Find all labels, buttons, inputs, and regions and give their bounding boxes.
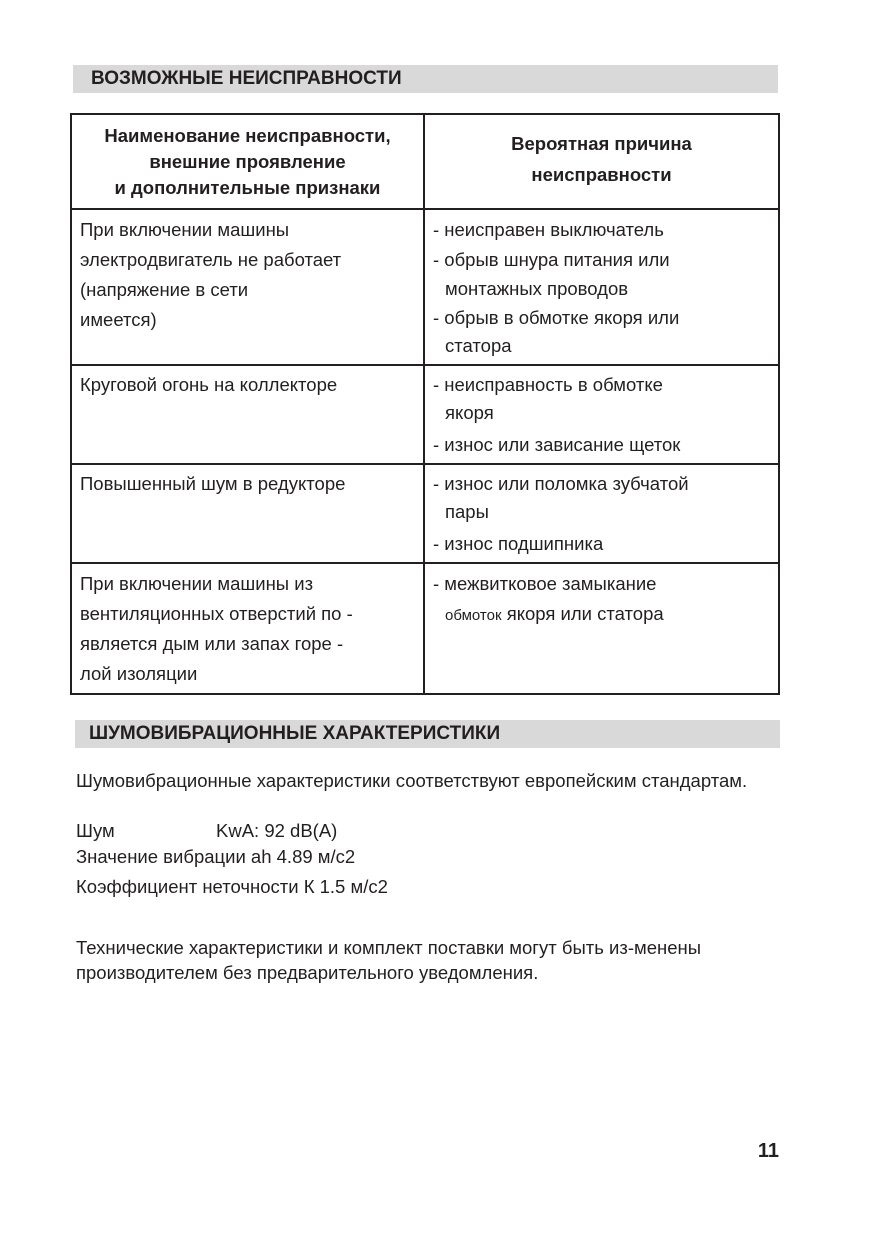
header-right-line: неисправности bbox=[531, 164, 672, 185]
noise-level bbox=[76, 818, 337, 843]
cause-line: - неисправен выключатель bbox=[433, 219, 664, 240]
symptom-line: При включении машины из bbox=[80, 573, 314, 594]
noise-value: KwA: 92 dB(A) bbox=[216, 820, 338, 841]
cause-line: пары bbox=[445, 501, 489, 522]
symptom-line: Круговой огонь на коллекторе bbox=[80, 374, 338, 395]
cause-line: - неисправность в обмотке bbox=[433, 374, 663, 395]
section-title-noise: ШУМОВИБРАЦИОННЫЕ ХАРАКТЕРИСТИКИ bbox=[75, 720, 780, 748]
symptom-line: При включении машины bbox=[80, 219, 290, 240]
symptom-line: лой изоляции bbox=[80, 663, 198, 684]
table-row bbox=[71, 464, 779, 563]
symptom-cell bbox=[71, 563, 424, 694]
symptom-line: Повышенный шум в редукторе bbox=[80, 473, 346, 494]
noise-intro: Шумовибрационные характеристики соответствуют европейским стандартам. bbox=[76, 770, 748, 791]
header-probable-cause bbox=[424, 114, 779, 209]
table-header-row bbox=[71, 114, 779, 209]
cause-line: монтажных проводов bbox=[445, 278, 629, 299]
table-row bbox=[71, 209, 779, 365]
header-fault-name bbox=[71, 114, 424, 209]
cause-cell bbox=[424, 209, 779, 365]
symptom-line: электродвигатель не работает bbox=[80, 249, 342, 270]
cause-line: - обрыв в обмотке якоря или bbox=[433, 307, 680, 328]
cause-line: - износ или поломка зубчатой bbox=[433, 473, 689, 494]
vibration-value: Значение вибрации ah 4.89 м/с2 bbox=[76, 846, 356, 867]
symptom-cell bbox=[71, 464, 424, 563]
symptom-line: (напряжение в сети bbox=[80, 279, 249, 300]
disclaimer-text: Технические характеристики и комплект поставки могут быть из-менены производителем без предварительного уведомления. bbox=[76, 937, 702, 983]
cause-line: - износ или зависание щеток bbox=[433, 434, 681, 455]
table-row bbox=[71, 563, 779, 694]
cause-line: статора bbox=[445, 335, 512, 356]
cause-line: - межвитковое замыкание bbox=[433, 573, 657, 594]
symptom-line: вентиляционных отверстий по - bbox=[80, 603, 353, 624]
symptom-cell bbox=[71, 365, 424, 464]
header-left-line: внешние проявление bbox=[149, 151, 346, 172]
header-right-line: Вероятная причина bbox=[511, 133, 692, 154]
cause-line: - износ подшипника bbox=[433, 533, 604, 554]
cause-line: якоря bbox=[445, 402, 494, 423]
cause-cell bbox=[424, 563, 779, 694]
symptom-cell bbox=[71, 209, 424, 365]
cause-line: - обрыв шнура питания или bbox=[433, 249, 670, 270]
header-left-line: и дополнительные признаки bbox=[114, 177, 381, 198]
section-title-faults: ВОЗМОЖНЫЕ НЕИСПРАВНОСТИ bbox=[73, 65, 778, 93]
page-number: 11 bbox=[757, 1140, 779, 1162]
noise-label: Шум bbox=[76, 820, 115, 841]
symptom-line: является дым или запах горе - bbox=[80, 633, 344, 654]
inaccuracy-coefficient: Коэффициент неточности К 1.5 м/с2 bbox=[76, 876, 388, 897]
cause-word-small: обмоток bbox=[445, 607, 502, 624]
cause-word: якоря или статора bbox=[506, 603, 664, 624]
symptom-line: имеется) bbox=[80, 309, 157, 330]
cause-cell bbox=[424, 365, 779, 464]
faults-table bbox=[70, 113, 780, 695]
table-row bbox=[71, 365, 779, 464]
cause-cell bbox=[424, 464, 779, 563]
header-left-line: Наименование неисправности, bbox=[104, 125, 391, 146]
cause-line bbox=[433, 599, 772, 631]
